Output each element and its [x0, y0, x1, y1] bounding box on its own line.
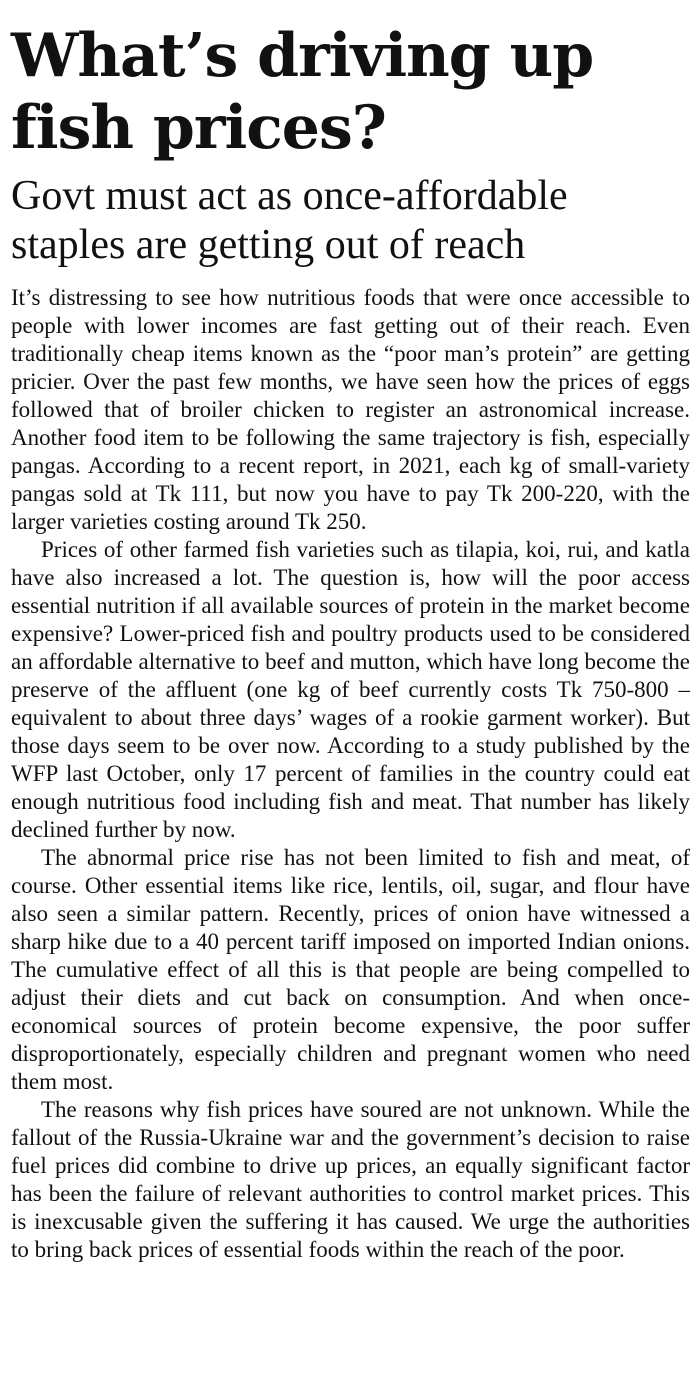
editorial-article: [11, 20, 690, 1264]
body-paragraph: It’s distressing to see how nutritious foods that were once accessible to people with lower incomes are fast getting out of their reach. Even traditionally cheap items known as the “poor man’s protein” are getting pricier. Over the past few months, we have seen how the prices of eggs followed that of broiler chicken to register an astronomical increase. Another food item to be following the same trajectory is fish, especially pangas. According to a recent report, in 2021, each kg of small-variety pangas sold at Tk 111, but now you have to pay Tk 200-220, with the larger varieties costing around Tk 250.: [11, 285, 690, 534]
headline: What’s driving up fish prices?: [11, 21, 594, 163]
subheadline: Govt must act as once-affordable staples are getting out of reach: [11, 173, 568, 268]
body-paragraph: The reasons why fish prices have soured are not unknown. While the fallout of the Russia-Ukraine war and the government’s decision to raise fuel prices did combine to drive up prices, an equally significant factor has been the failure of relevant authorities to control market prices. This is inexcusable given the suffering it has caused. We urge the authorities to bring back prices of essential foods within the reach of the poor.: [11, 1097, 690, 1262]
body-paragraph: The abnormal price rise has not been limited to fish and meat, of course. Other essential items like rice, lentils, oil, sugar, and flour have also seen a similar pattern. Recently, prices of onion have witnessed a sharp hike due to a 40 percent tariff imposed on imported Indian onions. The cumulative effect of all this is that people are being compelled to adjust their diets and cut back on consumption. And when once-economical sources of protein become expensive, the poor suffer disproportionately, especially children and pregnant women who need them most.: [11, 845, 690, 1094]
article-body: [11, 284, 690, 1264]
body-paragraph: Prices of other farmed fish varieties such as tilapia, koi, rui, and katla have also increased a lot. The question is, how will the poor access essential nutrition if all available sources of protein in the market become expensive? Lower-priced fish and poultry products used to be considered an affordable alternative to beef and mutton, which have long become the preserve of the affluent (one kg of beef currently costs Tk 750-800 – equivalent to about three days’ wages of a rookie garment worker). But those days seem to be over now. According to a study published by the WFP last October, only 17 percent of families in the country could eat enough nutritious food including fish and meat. That number has likely declined further by now.: [11, 537, 690, 842]
